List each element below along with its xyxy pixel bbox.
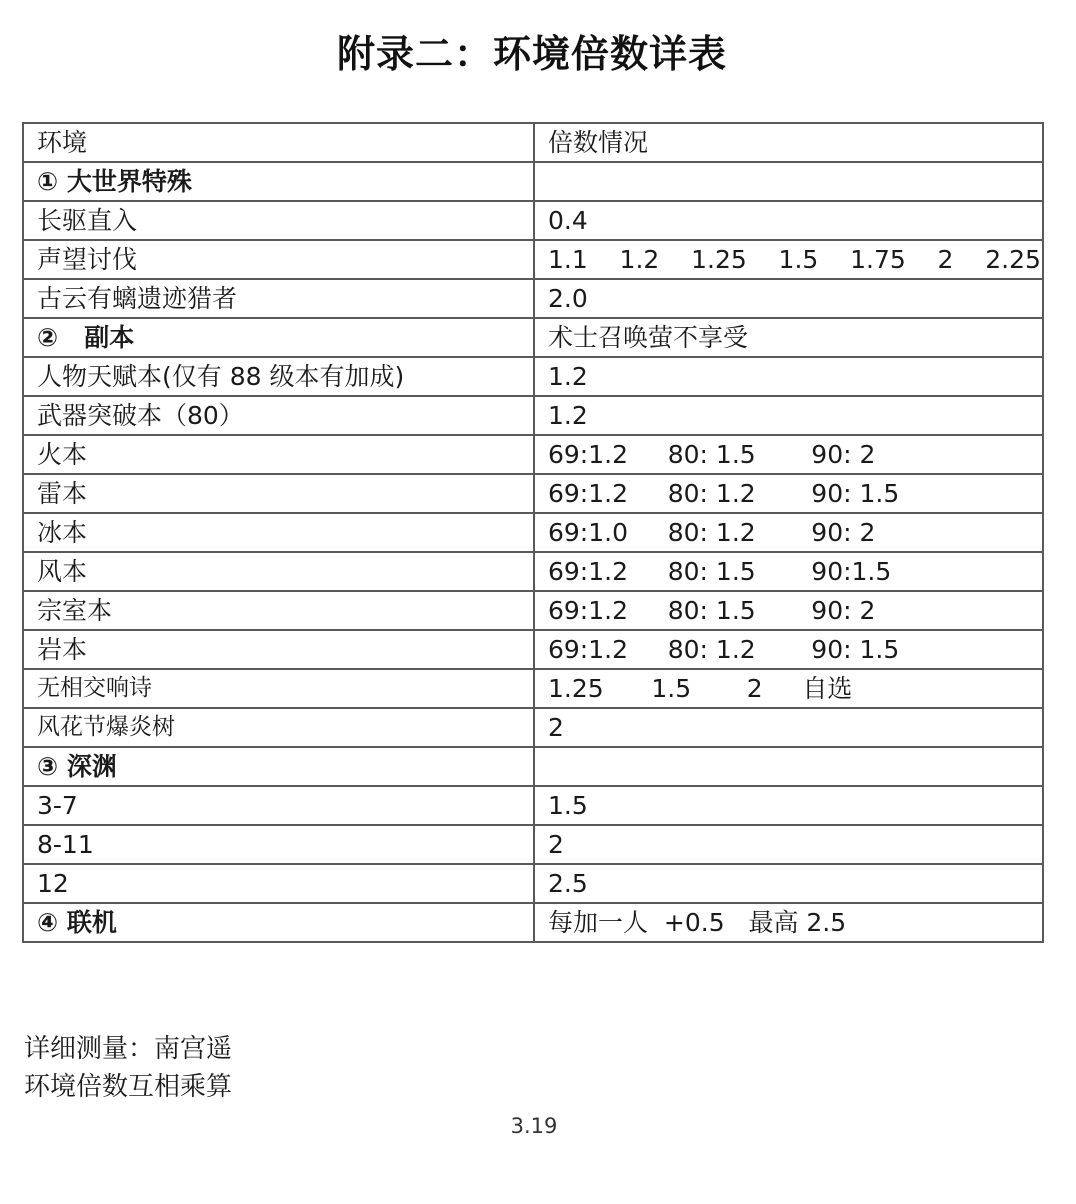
table-row (23, 396, 1043, 435)
multiplier-cell: 2.5 (534, 864, 1043, 903)
multiplier-cell: 2 (534, 825, 1043, 864)
page-number: 3.19 (510, 1114, 558, 1138)
multiplier-cell: 69:1.0 80: 1.2 90: 2 (534, 513, 1043, 552)
env-cell: 雷本 (23, 474, 534, 513)
env-cell: ① 大世界特殊 (23, 162, 534, 201)
multiplier-cell: 69:1.2 80: 1.5 90: 2 (534, 591, 1043, 630)
multiplier-cell: 1.2 (534, 396, 1043, 435)
multiplier-cell: 每加一人 +0.5 最高 2.5 (534, 903, 1043, 942)
table-row (23, 864, 1043, 903)
env-cell: 8-11 (23, 825, 534, 864)
env-cell: 3-7 (23, 786, 534, 825)
table-row (23, 825, 1043, 864)
env-cell: 长驱直入 (23, 201, 534, 240)
env-cell: ② 副本 (23, 318, 534, 357)
multiplier-cell: 1.25 1.5 2 自选 (534, 669, 1043, 708)
multiplier-cell: 术士召唤萤不享受 (534, 318, 1043, 357)
table-row (23, 786, 1043, 825)
env-cell: ④ 联机 (23, 903, 534, 942)
table-row-section (23, 903, 1043, 942)
table-row-section (23, 747, 1043, 786)
env-cell: 无相交响诗 (23, 669, 534, 708)
column-header-multiplier: 倍数情况 (534, 123, 1043, 162)
env-cell: 宗室本 (23, 591, 534, 630)
table-header-row (23, 123, 1043, 162)
env-cell: 武器突破本（80） (23, 396, 534, 435)
multiplier-cell: 1.1 1.2 1.25 1.5 1.75 2 2.25 (534, 240, 1043, 279)
table-row (23, 513, 1043, 552)
table-row (23, 708, 1043, 747)
table-row (23, 357, 1043, 396)
env-cell: 冰本 (23, 513, 534, 552)
multiplier-cell (534, 747, 1043, 786)
env-cell: 风本 (23, 552, 534, 591)
env-cell: 古云有螭遗迹猎者 (23, 279, 534, 318)
table-row (23, 474, 1043, 513)
multiplier-cell: 2.0 (534, 279, 1043, 318)
table-row (23, 552, 1043, 591)
table-row (23, 435, 1043, 474)
env-cell: 声望讨伐 (23, 240, 534, 279)
multiplier-cell: 69:1.2 80: 1.2 90: 1.5 (534, 630, 1043, 669)
table-row (23, 240, 1043, 279)
column-header-environment: 环境 (23, 123, 534, 162)
multiplier-cell: 1.5 (534, 786, 1043, 825)
env-cell: 12 (23, 864, 534, 903)
table-row (23, 279, 1043, 318)
env-cell: 风花节爆炎树 (23, 708, 534, 747)
multiply-note: 环境倍数互相乘算 (24, 1072, 233, 1102)
multiplier-cell: 2 (534, 708, 1043, 747)
table-row-section (23, 162, 1043, 201)
table-row (23, 201, 1043, 240)
multiplier-cell (534, 162, 1043, 201)
table-row (23, 591, 1043, 630)
multiplier-cell: 1.2 (534, 357, 1043, 396)
multiplier-cell: 69:1.2 80: 1.5 90:1.5 (534, 552, 1043, 591)
multiplier-cell: 69:1.2 80: 1.2 90: 1.5 (534, 474, 1043, 513)
table-row (23, 669, 1043, 708)
env-cell: 火本 (23, 435, 534, 474)
env-cell: 人物天赋本(仅有 88 级本有加成) (23, 357, 534, 396)
table-row-section (23, 318, 1043, 357)
page-title: 附录二：环境倍数详表 (336, 32, 727, 76)
measured-by-note: 详细测量：南宫遥 (24, 1034, 233, 1064)
multiplier-cell: 69:1.2 80: 1.5 90: 2 (534, 435, 1043, 474)
env-cell: 岩本 (23, 630, 534, 669)
table-row (23, 630, 1043, 669)
environment-multiplier-table (22, 122, 1044, 943)
multiplier-cell: 0.4 (534, 201, 1043, 240)
env-cell: ③ 深渊 (23, 747, 534, 786)
